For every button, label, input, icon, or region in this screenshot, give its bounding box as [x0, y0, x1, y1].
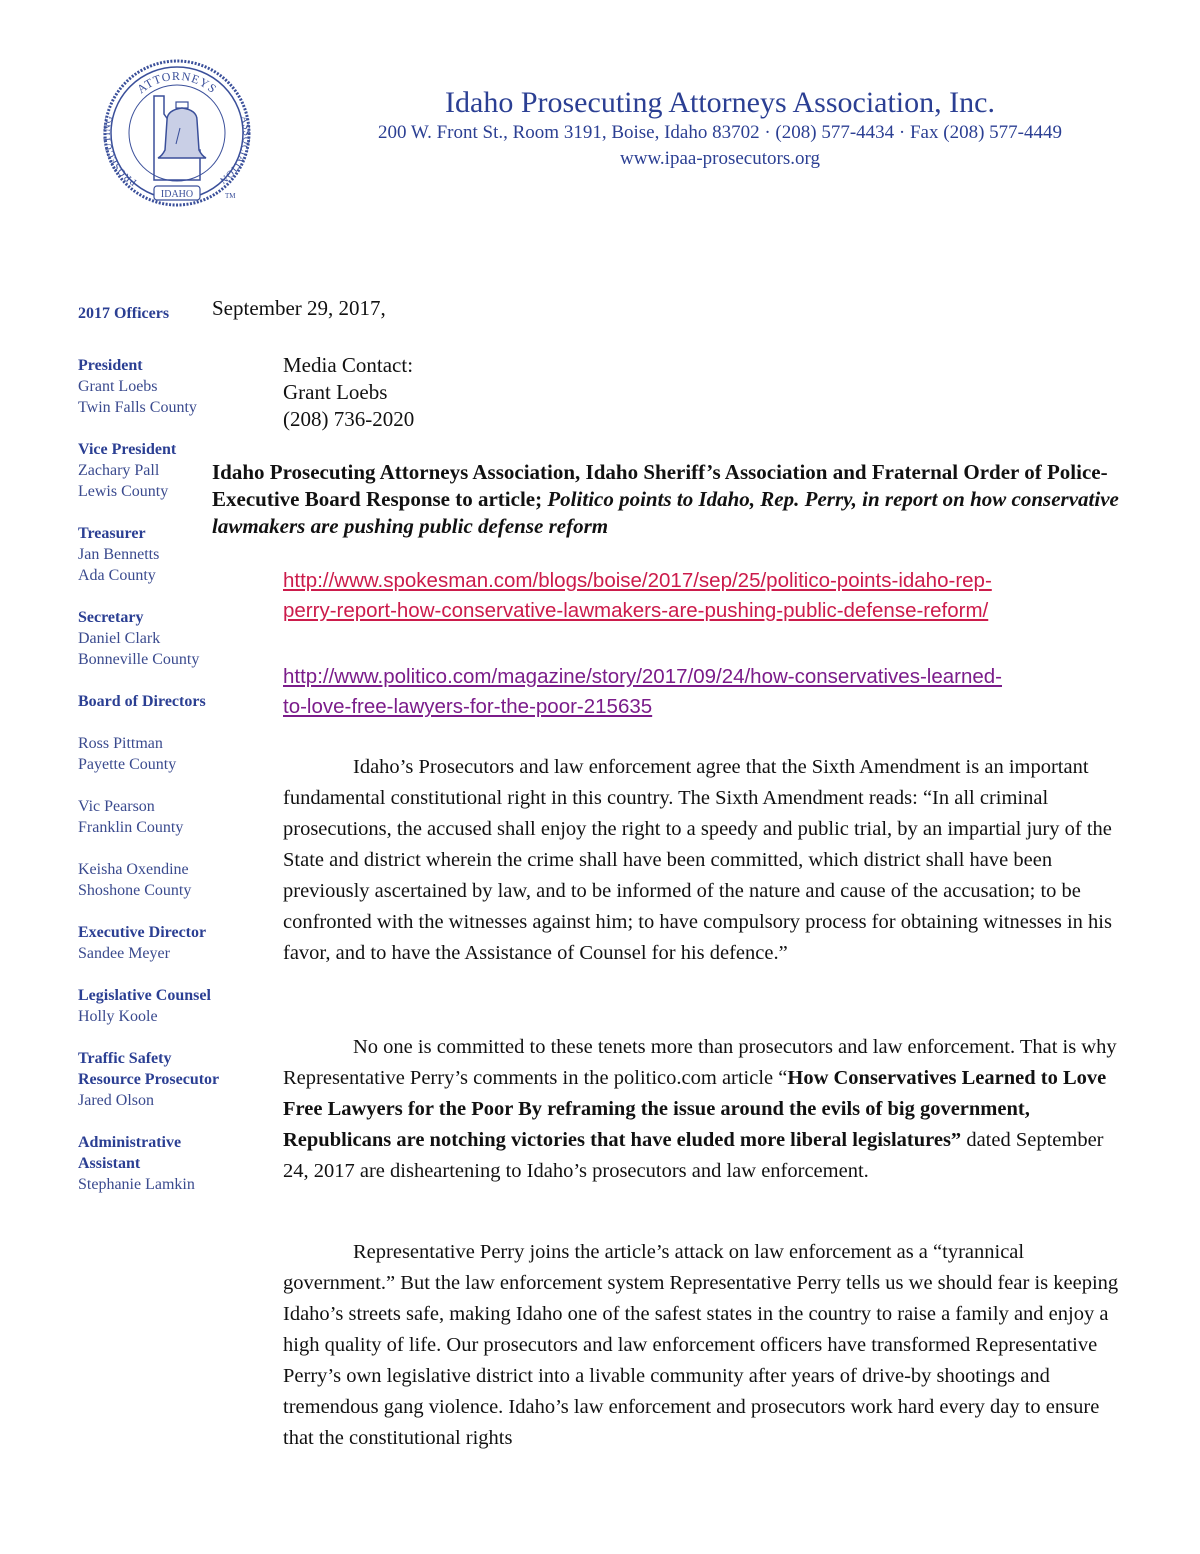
- spokesman-article-link[interactable]: [283, 566, 1133, 626]
- seal-bottom-text: IDAHO: [160, 189, 194, 200]
- trademark-mark: TM: [225, 192, 236, 200]
- president-name: Grant Loebs: [78, 378, 158, 395]
- secretary-name: Daniel Clark: [78, 630, 161, 647]
- officers-sidebar: [78, 303, 258, 1195]
- executive-director-label: Executive Director: [78, 924, 207, 941]
- seal-top-text: ATTORNEYS: [134, 68, 220, 97]
- media-contact-block: [283, 352, 414, 433]
- president-label: President: [78, 357, 143, 374]
- headline-bold-text: Idaho Prosecuting Attorneys Association, Idaho Sheriff’s Association and Fraternal Order of Police- Executive Board Response to article;: [212, 460, 1108, 511]
- traffic-safety-label: Traffic Safety: [78, 1050, 172, 1067]
- organization-address: 200 W. Front St., Room 3191, Boise, Idaho 83702 · (208) 577-4434 · Fax (208) 577-4449: [378, 122, 1062, 143]
- media-contact-label: Media Contact:: [283, 353, 414, 377]
- organization-title: Idaho Prosecuting Attorneys Association, Inc.: [445, 86, 995, 119]
- letter-headline: [212, 459, 1132, 540]
- link-line[interactable]: to-love-free-lawyers-for-the-poor-215635: [283, 695, 653, 718]
- treasurer-label: Treasurer: [78, 525, 146, 542]
- administrative-label: Administrative: [78, 1134, 182, 1151]
- executive-director-name: Sandee Meyer: [78, 945, 170, 962]
- media-contact-name: Grant Loebs: [283, 380, 388, 404]
- resource-prosecutor-label: Resource Prosecutor: [78, 1071, 220, 1088]
- vice-president-name: Zachary Pall: [78, 462, 160, 479]
- body-paragraph-3: [283, 1237, 1133, 1454]
- paragraph-text: dated September 24, 2017 are disheartening to Idaho’s prosecutors and law enforcement.: [283, 1129, 1104, 1182]
- board-member-name: Vic Pearson: [78, 798, 155, 815]
- article-title-bold: How Conservatives Learned to Love Free Lawyers for the Poor By reframing the issue around the evils of big government, Republicans are notching victories that have eluded more liberal legislatures”: [283, 1067, 1107, 1151]
- letter-date: September 29, 2017,: [212, 296, 386, 320]
- vice-president-county: Lewis County: [78, 483, 169, 500]
- seal-left-text: PROSECUTING: [102, 114, 139, 188]
- officers-heading: 2017 Officers: [78, 305, 170, 322]
- legislative-counsel-label: Legislative Counsel: [78, 987, 211, 1004]
- board-member-name: Keisha Oxendine: [78, 861, 189, 878]
- president-county: Twin Falls County: [78, 399, 197, 416]
- link-line[interactable]: http://www.politico.com/magazine/story/2017/09/24/how-conservatives-learned-: [283, 665, 1002, 688]
- body-paragraph-1: [283, 752, 1133, 969]
- secretary-label: Secretary: [78, 609, 144, 626]
- paragraph-text: Idaho’s Prosecutors and law enforcement agree that the Sixth Amendment is an important fundamental constitutional right in this country. The Sixth Amendment reads: “In all criminal prosecutions, the accused shall enjoy the right to a speedy and public trial, by an impartial jury of the State and district wherein the crime shall have been committed, which district shall have been previously ascertained by law, and to be informed of the nature and cause of the accusation; to be confronted with the witnesses against him; to have compulsory process for obtaining witnesses in his favor, and to have the Assistance of Counsel for his defence.”: [283, 756, 1112, 964]
- administrative-assistant-name: Stephanie Lamkin: [78, 1176, 195, 1193]
- traffic-safety-name: Jared Olson: [78, 1092, 154, 1109]
- media-contact-phone: (208) 736-2020: [283, 407, 415, 431]
- association-seal-logo: [102, 58, 252, 208]
- politico-article-link[interactable]: [283, 662, 1133, 722]
- body-paragraph-2: [283, 1032, 1133, 1187]
- headline-italic-text: Politico points to Idaho, Rep. Perry, in report on how conservative lawmakers are pushing public defense reform: [212, 487, 1119, 538]
- svg-text:ATTORNEYS: [134, 69, 220, 96]
- board-member-county: Franklin County: [78, 819, 184, 836]
- legislative-counsel-name: Holly Koole: [78, 1008, 158, 1025]
- board-member-county: Payette County: [78, 756, 177, 773]
- board-member-name: Ross Pittman: [78, 735, 163, 752]
- assistant-label: Assistant: [78, 1155, 141, 1172]
- board-label: Board of Directors: [78, 693, 206, 710]
- secretary-county: Bonneville County: [78, 651, 200, 668]
- paragraph-text: No one is committed to these tenets more than prosecutors and law enforcement. That is why Representative Perry’s comments in the politico.com article “: [283, 1036, 1117, 1089]
- seal-right-text: ASSOCIATION: [216, 114, 252, 186]
- organization-website[interactable]: www.ipaa-prosecutors.org: [620, 148, 820, 169]
- paragraph-text: Representative Perry joins the article’s attack on law enforcement as a “tyrannical government.” But the law enforcement system Representative Perry tells us we should fear is keeping Idaho’s streets safe, making Idaho one of the safest states in the country to raise a family and enjoy a high quality of life. Our prosecutors and law enforcement officers have transformed Representative Perry’s own legislative district into a livable community after years of drive-by shootings and tremendous gang violence. Idaho’s law enforcement and prosecutors work hard every day to ensure that the constitutional rights: [283, 1241, 1119, 1449]
- link-line[interactable]: perry-report-how-conservative-lawmakers-are-pushing-public-defense-reform/: [283, 599, 989, 622]
- vice-president-label: Vice President: [78, 441, 177, 458]
- board-member-county: Shoshone County: [78, 882, 192, 899]
- treasurer-name: Jan Bennetts: [78, 546, 160, 563]
- link-line[interactable]: http://www.spokesman.com/blogs/boise/2017/sep/25/politico-points-idaho-rep-: [283, 569, 992, 592]
- treasurer-county: Ada County: [78, 567, 156, 584]
